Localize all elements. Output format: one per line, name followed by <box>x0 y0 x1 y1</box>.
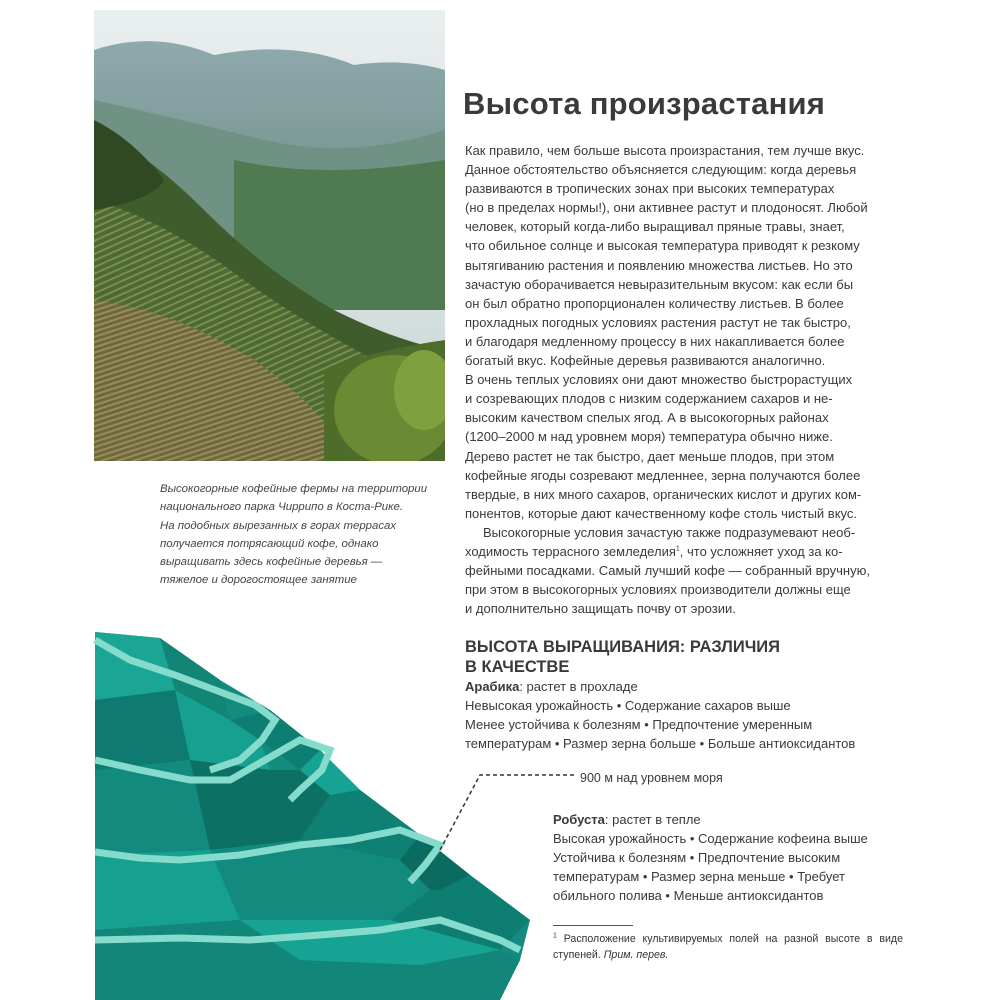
footnote-note: Прим. перев. <box>603 948 669 961</box>
caption-line: Высокогорные кофейные фермы на территории <box>160 483 428 495</box>
body-text-fragment: ходимость террасного земледелия <box>465 543 676 559</box>
body-line: (но в пределах нормы!), они активнее растут и плодоносят. Любой <box>465 200 868 216</box>
body-line: Дерево растет не так быстро, дает меньше плодов, при этом <box>465 448 835 464</box>
robusta-line: температурам • Размер зерна меньше • Требует <box>553 869 845 885</box>
coffee-terraces-photo <box>94 10 445 461</box>
section-subtitle <box>465 637 885 677</box>
caption-line: национального парка Чиррипо в Коста-Рике. <box>160 501 404 514</box>
robusta-block <box>553 810 903 905</box>
body-line <box>465 542 899 561</box>
robusta-line: Высокая урожайность • Содержание кофеина выше <box>553 831 868 847</box>
footnote-ref: 1 <box>675 545 680 553</box>
body-line: (1200–2000 м над уровнем моря) температура обычно ниже. <box>465 429 833 445</box>
body-line: он был обратно пропорционален количеству листьев. В более <box>465 295 844 311</box>
footnote-mark: 1 <box>553 932 557 940</box>
body-line: зачастую оборачивается невыразительным вкусом: как если бы <box>465 276 854 292</box>
arabica-name: Арабика <box>465 679 520 694</box>
body-text <box>465 141 899 618</box>
arabica-block <box>465 677 895 753</box>
body-text-fragment: , что усложняет уход за ко- <box>679 543 843 559</box>
footnote <box>553 932 903 963</box>
body-line: высоким качеством спелых ягод. А в высокогорных районах <box>465 410 829 426</box>
body-line: В очень теплых условиях они дают множество быстрорастущих <box>465 372 853 388</box>
body-line: Как правило, чем больше высота произрастания, тем лучше вкус. <box>465 143 865 158</box>
page-title: Высота произрастания <box>463 86 826 121</box>
caption-line: выращивать здесь кофейные деревья — <box>160 556 383 569</box>
body-line: вытягиванию растения и появлению множества листьев. Но это <box>465 257 853 273</box>
footnote-divider <box>553 925 633 926</box>
body-line: и созревающих плодов с низким содержанием сахаров и не- <box>465 391 833 407</box>
body-line: Данное обстоятельство объясняется следующим: когда деревья <box>465 162 857 178</box>
body-line: и благодаря медленному процессу в них накапливается более <box>465 333 845 349</box>
body-line: богатый вкус. Кофейные деревья развиваются аналогично. <box>465 353 826 369</box>
body-line: твердые, в них много сахаров, органических кислот и других ком- <box>465 486 862 502</box>
robusta-name: Робуста <box>553 812 605 827</box>
footnote-text: Расположение культивируемых полей на разной высоте в виде ступеней. <box>553 933 903 961</box>
arabica-desc: : растет в прохладе <box>519 679 638 694</box>
subtitle-line: ВЫСОТА ВЫРАЩИВАНИЯ: РАЗЛИЧИЯ <box>465 638 781 656</box>
arabica-line: Невысокая урожайность • Содержание сахаров выше <box>465 698 791 714</box>
altitude-label: 900 м над уровнем моря <box>580 771 723 785</box>
body-line: кофейные ягоды созревают медленнее, зерна получаются более <box>465 467 861 483</box>
robusta-line: Устойчива к болезням • Предпочтение высоким <box>553 850 841 866</box>
arabica-line: температурам • Размер зерна больше • Больше антиоксидантов <box>465 736 856 752</box>
body-line: прохладных погодных условиях растения растут не так быстро, <box>465 314 851 330</box>
body-line: Высокогорные условия зачастую также подразумевают необ- <box>483 524 856 540</box>
body-line: и дополнительно защищать почву от эрозии. <box>465 601 736 617</box>
caption-line: На подобных вырезанных в горах террасах <box>160 519 397 532</box>
photo-caption <box>160 480 430 590</box>
body-line: при этом в высокогорных условиях производители должны еще <box>465 582 851 598</box>
body-line: человек, который когда-либо выращивал пряные травы, знает, <box>465 219 845 235</box>
robusta-line: обильного полива • Меньше антиоксидантов <box>553 888 824 904</box>
robusta-heading <box>553 810 903 829</box>
body-line: фейными посадками. Самый лучший кофе — собранный вручную, <box>465 563 870 579</box>
arabica-line: Менее устойчива к болезням • Предпочтение умеренным <box>465 717 813 733</box>
arabica-heading <box>465 677 895 696</box>
body-line: понентов, которые дают качественному кофе столь чистый вкус. <box>465 505 857 521</box>
caption-line: получается потрясающий кофе, однако <box>160 537 379 550</box>
body-line: что обильное солнце и высокая температура приводят к резкому <box>465 238 860 254</box>
landscape-photo <box>94 10 445 461</box>
subtitle-line: В КАЧЕСТВЕ <box>465 658 570 676</box>
body-line: развиваются в тропических зонах при высоких температурах <box>465 181 835 197</box>
robusta-desc: : растет в тепле <box>604 812 701 827</box>
caption-line: тяжелое и дорогостоящее занятие <box>160 574 357 587</box>
